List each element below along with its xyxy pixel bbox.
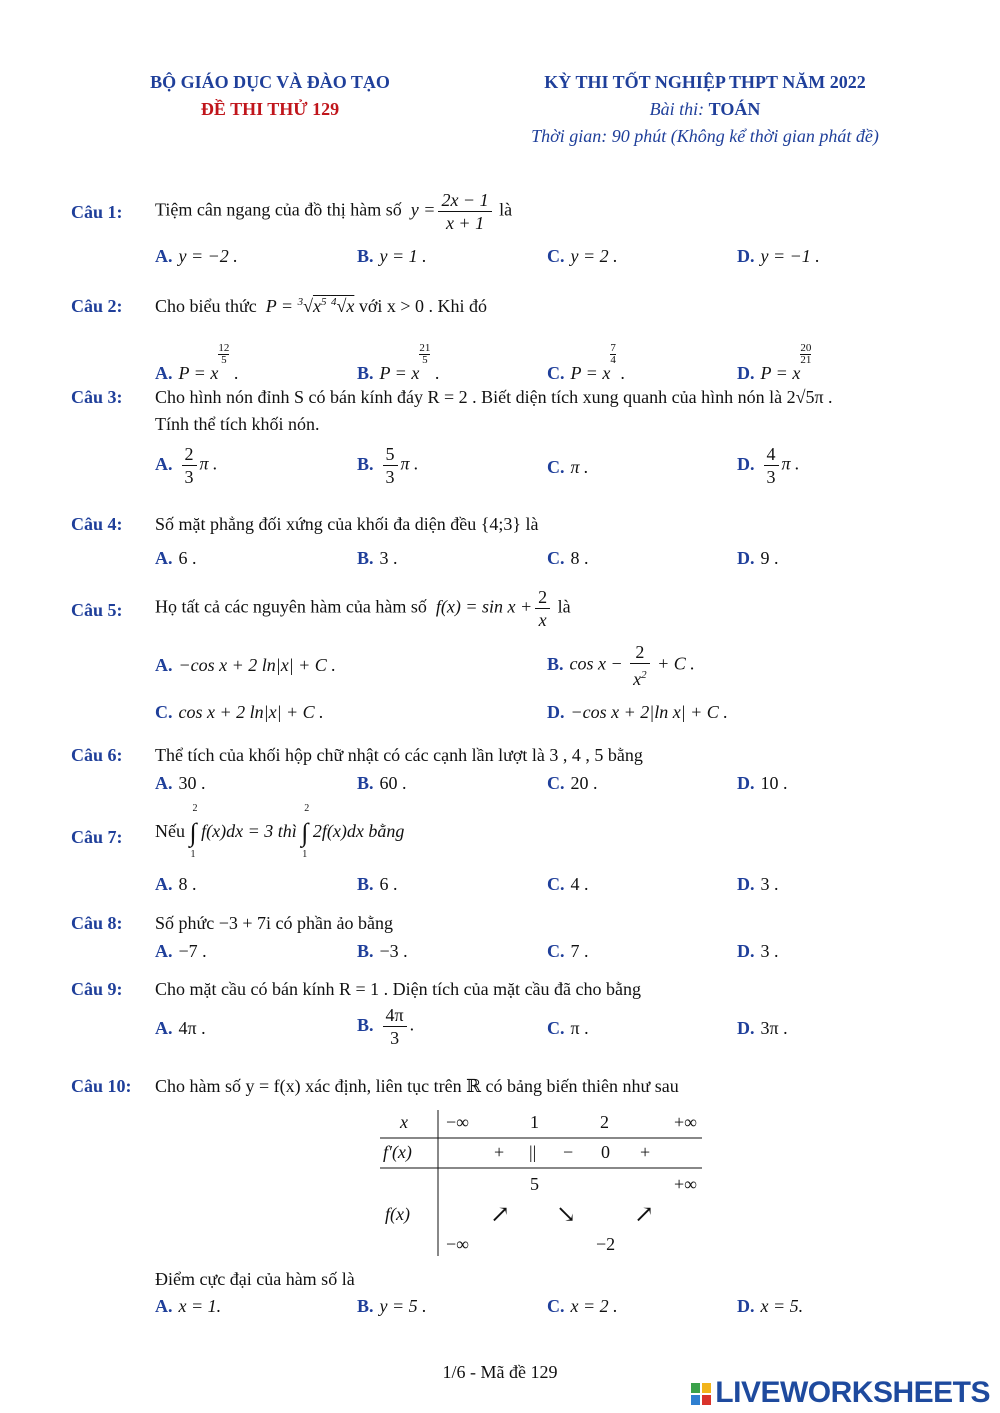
q7-option-c[interactable]: C. 4 .	[547, 874, 589, 894]
question-2-label: Câu 2:	[71, 296, 123, 316]
q3-option-d[interactable]: D. $\frac{4}{3}$ π .	[737, 444, 800, 487]
q8-option-a[interactable]: A. −7 .	[155, 941, 207, 961]
x-value: −∞	[446, 1112, 469, 1132]
question-9-text: Cho mặt cầu có bán kính R = 1 . Diện tích của mặt cầu đã cho bằng	[155, 979, 642, 999]
x-value: 1	[530, 1112, 539, 1132]
question-1-text: Tiệm cân ngang của đồ thị hàm số y = $\frac{2x - 1}{x + 1}$ là	[155, 190, 513, 233]
q6-option-a[interactable]: A. 30 .	[155, 773, 206, 793]
q3-option-b[interactable]: B. $\frac{5}{3}$ π .	[357, 444, 419, 487]
x-value: 2	[600, 1112, 609, 1132]
f-value: −2	[596, 1234, 616, 1254]
question-6-text: Thể tích của khối hộp chữ nhật có các cạnh lần lượt là 3 , 4 , 5 bằng	[155, 745, 643, 765]
question-4-text: Số mặt phẳng đối xứng của khối đa diện đều {4;3} là	[155, 514, 539, 534]
question-10-text2: Điểm cực đại của hàm số là	[155, 1269, 355, 1289]
q4-option-d[interactable]: D. 9 .	[737, 548, 779, 568]
q9-option-b[interactable]: B. $\frac{4\pi}{3}$ .	[357, 1005, 415, 1048]
question-9-label: Câu 9:	[71, 979, 123, 999]
variation-table-lines	[380, 1108, 705, 1258]
question-4-label: Câu 4:	[71, 514, 123, 534]
f-value: −∞	[446, 1234, 469, 1254]
q8-option-b[interactable]: B. −3 .	[357, 941, 408, 961]
f-label: f(x)	[385, 1204, 410, 1224]
q7-option-d[interactable]: D. 3 .	[737, 874, 779, 894]
question-2-text	[155, 296, 487, 317]
increase-arrow-icon: ↗	[634, 1202, 655, 1228]
fprime-label: f′(x)	[383, 1142, 412, 1162]
question-5-label: Câu 5:	[71, 600, 123, 620]
question-3-text2: Tính thể tích khối nón.	[155, 414, 320, 434]
q1-option-b[interactable]: B. y = 1 .	[357, 246, 427, 266]
f-value: +∞	[674, 1174, 697, 1194]
question-10-text: Cho hàm số y = f(x) xác định, liên tục trên ℝ có bảng biến thiên như sau	[155, 1076, 679, 1096]
q2-expression: $P = ^3√x^5$ $^4$√x	[261, 296, 355, 316]
q1-option-c[interactable]: C. y = 2 .	[547, 246, 618, 266]
q7-option-a[interactable]: A. 8 .	[155, 874, 197, 894]
q2-option-a[interactable]: A. P = x $^{\frac{12}{5}}$ .	[155, 342, 239, 383]
integral-sign: ∫ 2 1	[301, 803, 310, 860]
q7-stem: Nếu	[155, 821, 185, 842]
q9-option-c[interactable]: C. π .	[547, 1018, 589, 1038]
question-8-text: Số phức −3 + 7i có phần ảo bằng	[155, 913, 394, 933]
variation-table	[380, 1108, 705, 1258]
q7-mid: f(x)dx = 3 thì	[201, 821, 297, 842]
decrease-arrow-icon: ↘	[556, 1202, 577, 1228]
q10-option-c[interactable]: C. x = 2 .	[547, 1296, 618, 1316]
x-label: x	[400, 1112, 408, 1132]
subject-line	[505, 99, 905, 120]
exam-time: Thời gian: 90 phút (Không kể thời gian phát đề)	[531, 126, 879, 146]
q3-option-c[interactable]: C. π .	[547, 457, 589, 477]
question-7-text	[155, 803, 405, 860]
brand-logo[interactable]	[691, 1376, 990, 1410]
fprime-sign: 0	[601, 1142, 610, 1162]
question-5-text: Họ tất cả các nguyên hàm của hàm số f(x) = sin x + $\frac{2}{x}$ là	[155, 587, 571, 630]
fprime-sign: ||	[529, 1142, 537, 1162]
q1-option-d[interactable]: D. y = −1 .	[737, 246, 820, 266]
q1-fraction: $\frac{2x - 1}{x + 1}$	[438, 189, 491, 234]
q1-stem: Tiệm cân ngang của đồ thị hàm số	[155, 199, 402, 220]
q4-option-a[interactable]: A. 6 .	[155, 548, 197, 568]
fprime-sign: +	[640, 1142, 651, 1162]
q6-option-b[interactable]: B. 60 .	[357, 773, 407, 793]
question-1-label: Câu 1:	[71, 202, 123, 222]
integral-sign: ∫ 2 1	[189, 803, 198, 860]
q10-option-a[interactable]: A. x = 1.	[155, 1296, 222, 1316]
q5-tail: là	[557, 596, 571, 617]
q8-option-d[interactable]: D. 3 .	[737, 941, 779, 961]
question-8-label: Câu 8:	[71, 913, 123, 933]
q9-option-a[interactable]: A. 4π .	[155, 1018, 206, 1038]
q1-tail: là	[499, 199, 513, 220]
q10-option-d[interactable]: D. x = 5.	[737, 1296, 804, 1316]
q5-option-c[interactable]: C. cos x + 2 ln|x| + C .	[155, 702, 324, 722]
q2-option-c[interactable]: C. P = x $^{\frac{7}{4}}$ .	[547, 342, 625, 383]
q6-option-c[interactable]: C. 20 .	[547, 773, 598, 793]
q2-option-d[interactable]: D. P = x $^{\frac{20}{21}}$	[737, 342, 812, 383]
q4-option-b[interactable]: B. 3 .	[357, 548, 398, 568]
q7-tail: 2f(x)dx bằng	[312, 821, 405, 842]
subject-prefix: Bài thi:	[649, 99, 705, 119]
question-6-label: Câu 6:	[71, 745, 123, 765]
q7-option-b[interactable]: B. 6 .	[357, 874, 398, 894]
q5-stem: Họ tất cả các nguyên hàm của hàm số	[155, 596, 427, 617]
logo-icon	[691, 1383, 711, 1405]
q5-option-d[interactable]: D. −cos x + 2|ln x| + C .	[547, 702, 728, 722]
fprime-sign: +	[494, 1142, 505, 1162]
q9-option-d[interactable]: D. 3π .	[737, 1018, 788, 1038]
q10-option-b[interactable]: B. y = 5 .	[357, 1296, 427, 1316]
brand-name: LIVEWORKSHEETS	[715, 1376, 990, 1409]
increase-arrow-icon: ↗	[490, 1202, 511, 1228]
question-3-label: Câu 3:	[71, 387, 123, 407]
question-10-label: Câu 10:	[71, 1076, 132, 1096]
exam-code-title: ĐỀ THI THỬ 129	[200, 99, 340, 119]
q5-option-b[interactable]: B. cos x − $\frac{2}{x^2}$ + C .	[547, 642, 695, 689]
q2-option-b[interactable]: B. P = x $^{\frac{21}{5}}$ .	[357, 342, 440, 383]
fprime-sign: −	[563, 1142, 574, 1162]
x-value: +∞	[674, 1112, 697, 1132]
f-value: 5	[530, 1174, 539, 1194]
q5-option-a[interactable]: A. −cos x + 2 ln|x| + C .	[155, 655, 336, 675]
question-7-label: Câu 7:	[71, 827, 123, 847]
q2-stem: Cho biểu thức	[155, 296, 257, 316]
page-footer: 1/6 - Mã đề 129	[442, 1362, 558, 1382]
ministry-title: BỘ GIÁO DỤC VÀ ĐÀO TẠO	[150, 72, 390, 92]
exam-title: KỲ THI TỐT NGHIỆP THPT NĂM 2022	[544, 72, 866, 92]
q8-option-c[interactable]: C. 7 .	[547, 941, 589, 961]
q4-option-c[interactable]: C. 8 .	[547, 548, 589, 568]
q3-option-a[interactable]: A. $\frac{2}{3}$ π .	[155, 444, 218, 487]
subject-name: TOÁN	[708, 99, 761, 119]
question-3-text: Cho hình nón đỉnh S có bán kính đáy R = 2 . Biết diện tích xung quanh của hình nón là 2√5π .	[155, 387, 833, 407]
q1-option-a[interactable]: A. y = −2 .	[155, 246, 238, 266]
q2-tail: với x > 0 . Khi đó	[358, 296, 488, 316]
q6-option-d[interactable]: D. 10 .	[737, 773, 788, 793]
